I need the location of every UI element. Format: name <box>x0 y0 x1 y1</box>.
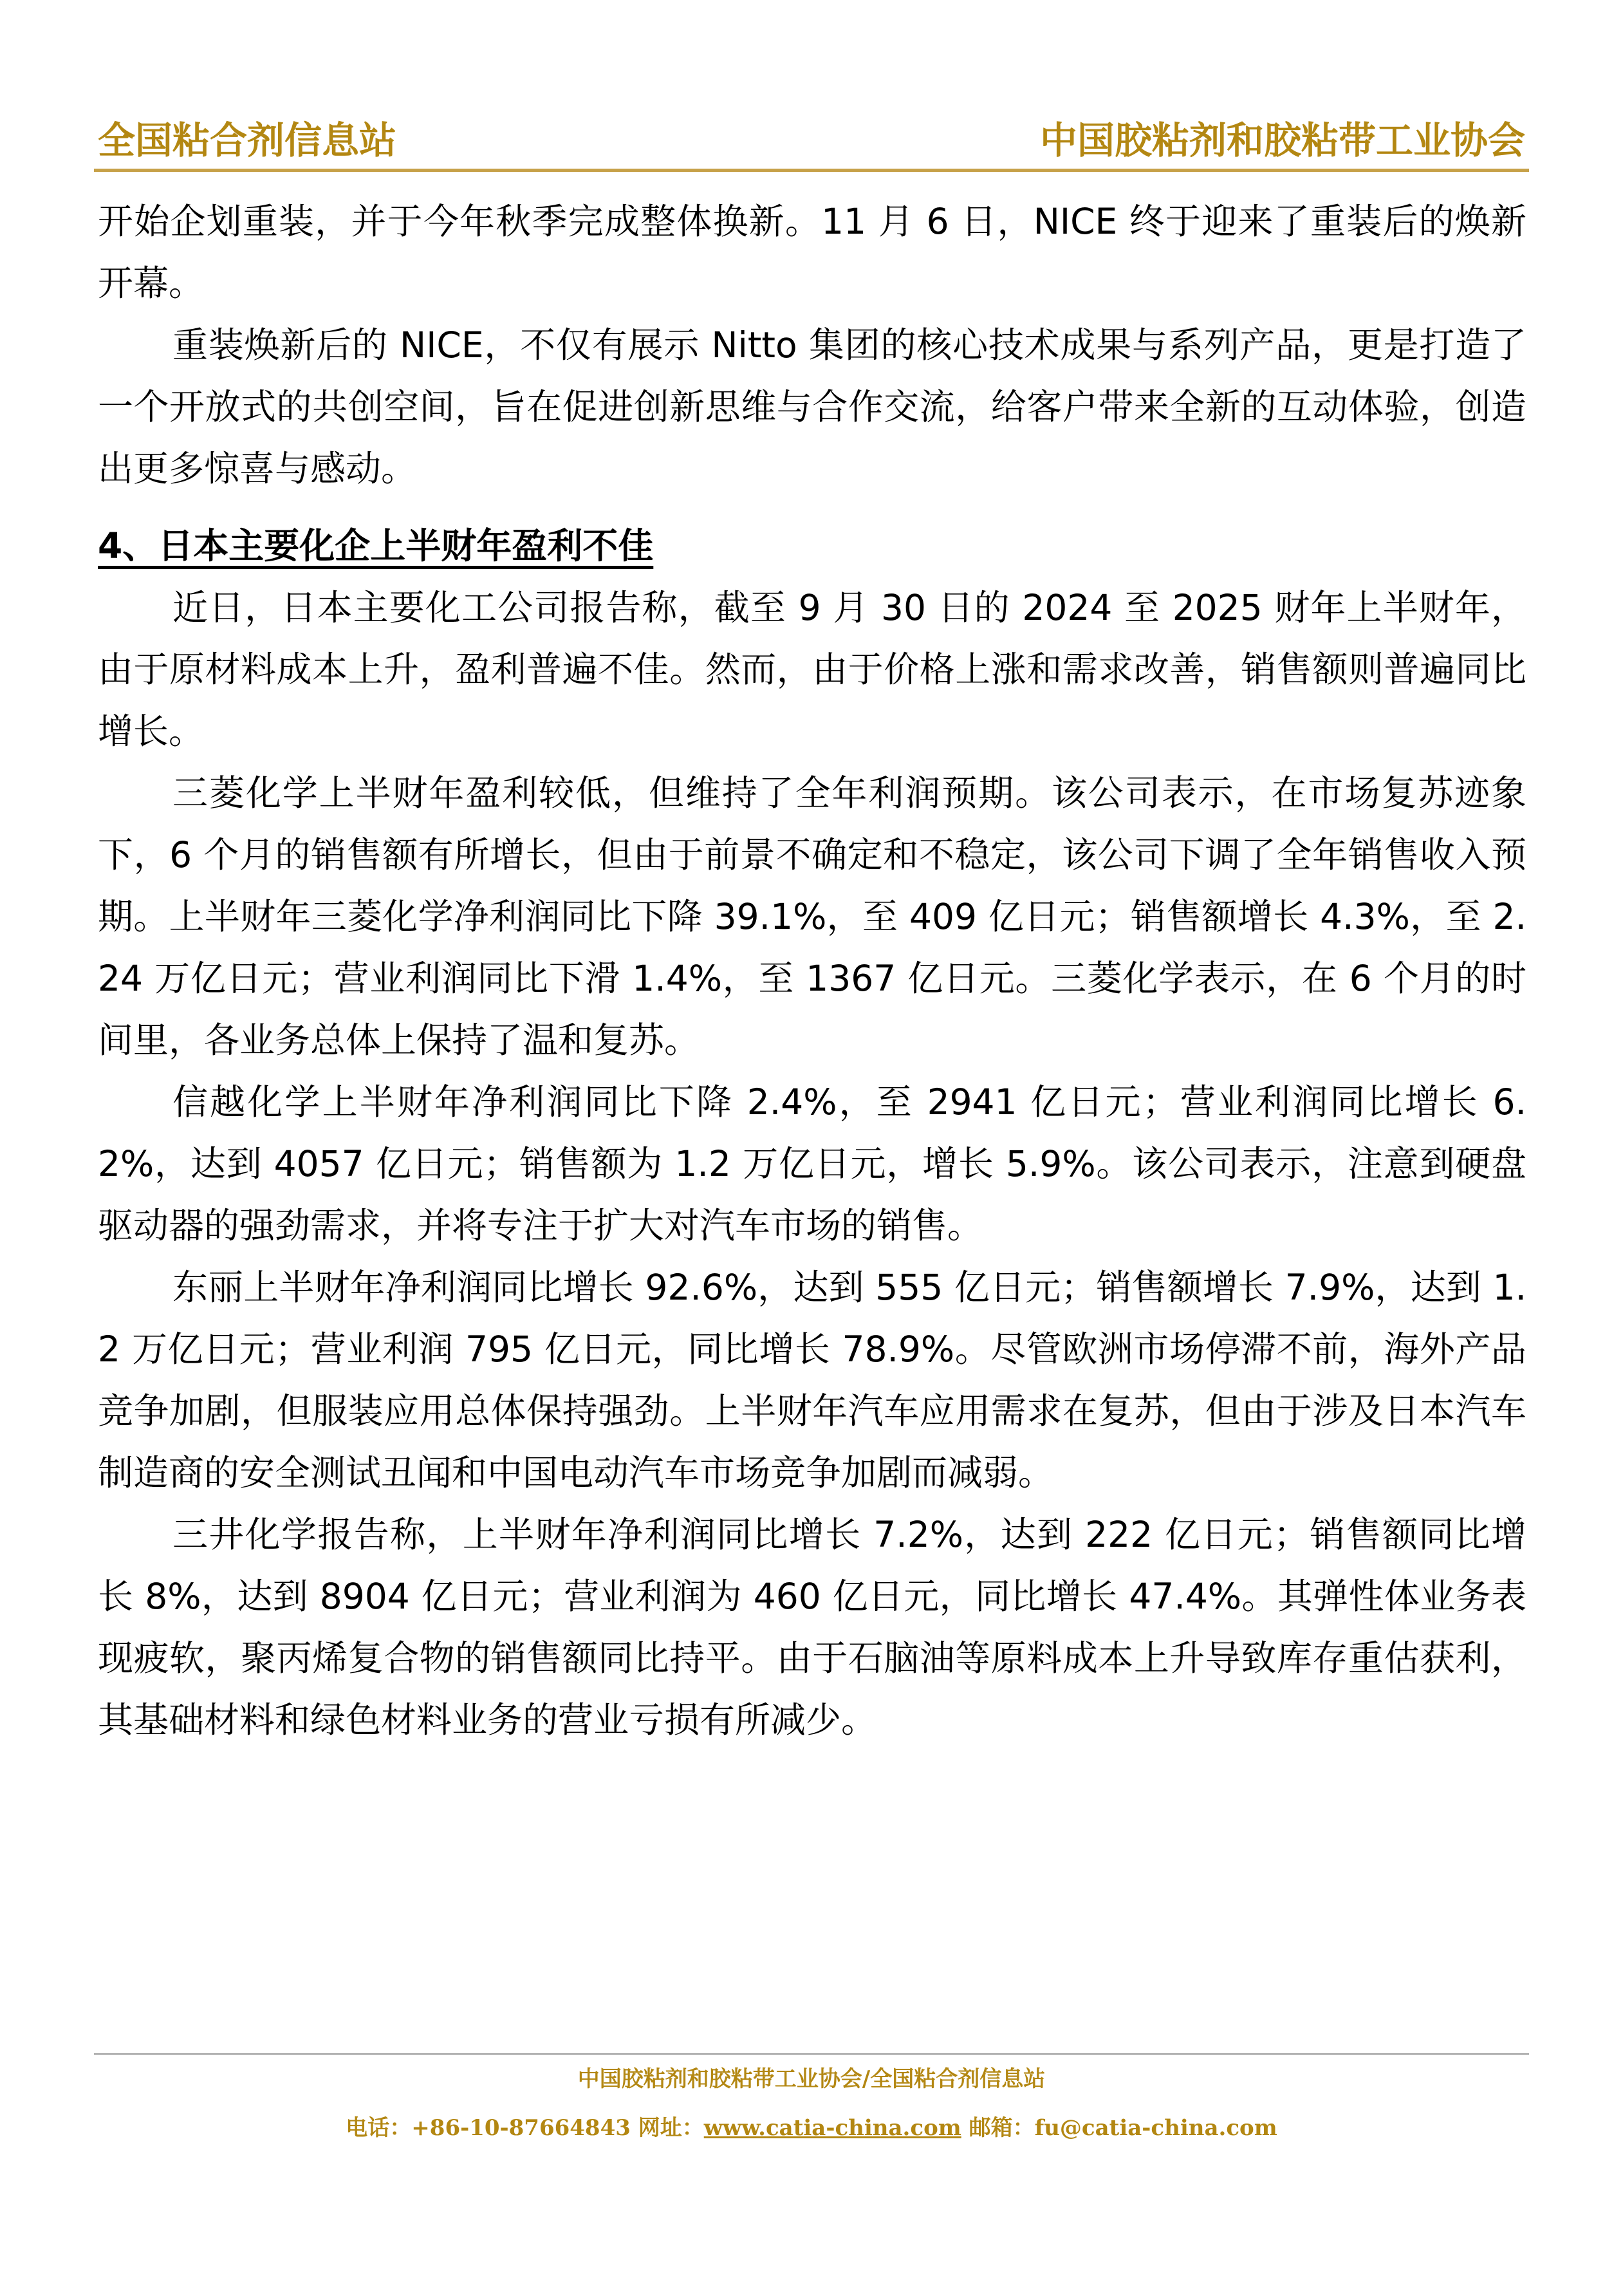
footer-website-link[interactable]: www.catia-china.com <box>703 2115 961 2141</box>
header-left-title: 全国粘合剂信息站 <box>98 118 397 162</box>
paragraph-overview: 近日，日本主要化工公司报告称，截至 9 月 30 日的 2024 至 2025 财年上半财年，由于原材料成本上升，盈利普遍不佳。然而，由于价格上涨和需求改善，销售额则普遍同比增长。 <box>98 587 1526 752</box>
paragraph-toray: 东丽上半财年净利润同比增长 92.6%，达到 555 亿日元；销售额增长 7.9%，达到 1.2 万亿日元；营业利润 795 亿日元，同比增长 78.9%。尽管欧洲市场停滞不前，海外产品竞争加剧，但服装应用总体保持强劲。上半财年汽车应用需求在复苏，但由于涉及日本汽车制造商的安全测试丑闻和中国电动汽车市场竞争加剧而减弱。 <box>98 1267 1526 1493</box>
footer-email-label: 邮箱：fu@catia-china.com <box>961 2115 1277 2141</box>
page-header <box>98 115 1525 166</box>
footer-organization: 中国胶粘剂和胶粘带工业协会/全国粘合剂信息站 <box>577 2066 1046 2092</box>
header-divider <box>94 169 1529 172</box>
article-body <box>98 191 1526 1751</box>
paragraph-mitsubishi: 三菱化学上半财年盈利较低，但维持了全年利润预期。该公司表示，在市场复苏迹象下，6 个月的销售额有所增长，但由于前景不确定和不稳定，该公司下调了全年销售收入预期。上半财年三菱化学净利润同比下降 39.1%，至 409 亿日元；销售额增长 4.3%，至 2.24 万亿日元；营业利润同比下滑 1.4%，至 1367 亿日元。三菱化学表示，在 6 个月的时间里，各业务总体上保持了温和复苏。 <box>98 772 1526 1061</box>
paragraph-mitsui: 三井化学报告称，上半财年净利润同比增长 7.2%，达到 222 亿日元；销售额同比增长 8%，达到 8904 亿日元；营业利润为 460 亿日元，同比增长 47.4%。其弹性体业务表现疲软，聚丙烯复合物的销售额同比持平。由于石脑油等原料成本上升导致库存重估获利，其基础材料和绿色材料业务的营业亏损有所减少。 <box>98 1514 1526 1741</box>
paragraph-nice-renewal: 重装焕新后的 NICE，不仅有展示 Nitto 集团的核心技术成果与系列产品，更是打造了一个开放式的共创空间，旨在促进创新思维与合作交流，给客户带来全新的互动体验，创造出更多惊喜与感动。 <box>98 324 1526 489</box>
paragraph-shin-etsu: 信越化学上半财年净利润同比下降 2.4%，至 2941 亿日元；营业利润同比增长 6.2%，达到 4057 亿日元；销售额为 1.2 万亿日元，增长 5.9%。该公司表示，注意到硬盘驱动器的强劲需求，并将专注于扩大对汽车市场的销售。 <box>98 1081 1526 1246</box>
paragraph-continuation: 开始企划重装，并于今年秋季完成整体换新。11 月 6 日，NICE 终于迎来了重装后的焕新开幕。 <box>98 201 1526 304</box>
section-heading: 4、日本主要化企上半财年盈利不佳 <box>98 525 654 566</box>
footer-phone-label: 电话：+86-10-87664843 网址： <box>346 2115 704 2141</box>
footer-divider <box>94 2053 1529 2055</box>
header-right-title: 中国胶粘剂和胶粘带工业协会 <box>1039 118 1525 162</box>
footer-contact <box>0 2109 1623 2147</box>
